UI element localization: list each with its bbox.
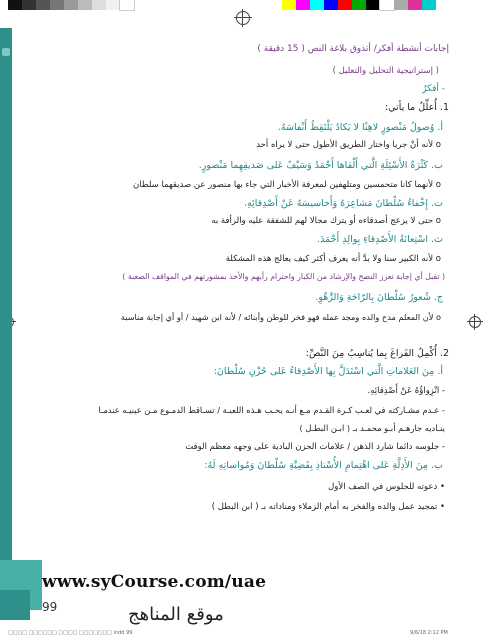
item-j: ج. شُعورُ سُلْطانَ بِالرّاحَةِ وَالزَّهْوِ. — [315, 292, 443, 303]
item-2a-2: - عـدم مشـاركته في لعـب كـرة القـدم مـع أنـه يحـب هـذه اللعبـة / تسـاقط الدمـوع مـن عينيـه عندمـا — [98, 405, 445, 415]
item-2a-3: - جلوسه دائما شارد الذهن / علامات الحزن البادية على وجهه معظم الوقت — [185, 442, 445, 452]
bullet-icon: o — [433, 312, 441, 322]
swatch — [8, 0, 22, 10]
item-2a-2-cont: ينـاديه جارهـم أبـو محمـد بـ ( ابـن البطـل ) — [299, 423, 445, 433]
item-2b-2 — [212, 502, 445, 512]
swatch — [120, 0, 134, 10]
swatch — [394, 0, 408, 10]
print-slug: □□□□ □□□□□□ □□□□ □□□□□□□ indd 99 — [8, 630, 133, 636]
swatch — [22, 0, 36, 10]
swatch — [380, 0, 394, 10]
question-2: 2. أُكْمِلُ الفَراغَ بِما يُناسِبُ مِنَ النَّصِّ: — [305, 348, 449, 359]
swatch — [338, 0, 352, 10]
side-band — [0, 28, 12, 608]
answer-t-text: حتى لا يزعج أصدقاءه أو يترك مجالا لهم للشفقة عليه والرأفة به — [211, 216, 434, 226]
swatch — [36, 0, 50, 10]
registration-mark-icon — [469, 316, 481, 328]
item-a: أ. وُصولُ مَنْصورٍ لاهِثًا لا يَكادُ يَلْتَقِطُ أَنْفاسَهُ. — [277, 122, 443, 133]
answer-t — [211, 216, 441, 226]
side-band-corner — [0, 590, 30, 620]
answer-a-text: لأنه أنْ جريا واختار الطريق الأطول حتى لا يراه أحد — [256, 140, 434, 150]
swatch — [324, 0, 338, 10]
item-2a-1: - انْزِواؤُهُ عَنْ أَصْدِقائِهِ. — [367, 386, 445, 396]
item-2b: ب. مِنَ الأَدِلَّةِ عَلى اهْتِمامِ الأُسْتاذِ بِقَضِيَّةِ سُلْطانَ وَمُواساتِهِ لَهُ: — [204, 460, 443, 471]
page-number: 99 — [42, 600, 58, 614]
item-2a: أ. مِنَ العَلاماتِ الَّتي اسْتَدَلَّ بِها الأَصْدِقاءُ عَلى حُزْنِ سُلْطانَ: — [213, 366, 443, 377]
registration-mark-icon — [236, 11, 250, 25]
item-2b-1 — [328, 482, 445, 492]
watermark-url[interactable]: www.syCourse.com/uae — [42, 572, 267, 592]
swatch — [310, 0, 324, 10]
answer-th — [226, 254, 441, 264]
answer-b — [133, 180, 441, 190]
swatch — [50, 0, 64, 10]
swatch — [408, 0, 422, 10]
item-t: ت. إِخْفاءُ سُلْطانَ مَشاعِرَهُ وَأَحاسيسَهُ عَنْ أَصْدِقائِهِ. — [243, 198, 443, 209]
swatch — [106, 0, 120, 10]
bullet-icon: o — [433, 254, 441, 264]
band-marker — [2, 48, 10, 56]
item-b: ب. كَثْرَةُ الأَسْئِلَةِ الَّتي أَلْقاها أَحْمَدُ وَسَيْفٌ عَلى صَديقِهِما مَنْصورٍ. — [198, 160, 443, 171]
item-th: ث. اسْتِعانَةُ الأَصْدِقاءِ بِوالِدِ أَحْمَدَ. — [317, 234, 443, 245]
answer-j-text: لأن المعلم مدح والده ومجد عمله فهو فخر للوطن وأبنائه / لأنه ابن شهيد / أو أي إجابة مناسبة — [120, 312, 434, 322]
swatch — [282, 0, 296, 10]
swatch — [296, 0, 310, 10]
section-heading: إجابات أنشطة أفكر/ أتذوق بلاغة النص ( 15 دقيقة ) — [257, 44, 449, 54]
item-2b-2-text: تمجيد عمل والده والفخر به أمام الزملاء ومناداته بـ ( ابن البطل ) — [211, 502, 438, 512]
bullet-icon: o — [433, 140, 441, 150]
swatch — [92, 0, 106, 10]
swatch — [352, 0, 366, 10]
swatch — [366, 0, 380, 10]
answer-a — [256, 140, 441, 150]
answer-th-text: لأنه الكبير سنا ولا بدَّ أنه يعرف أكثر كيف يعالج هذه المشكلة — [225, 254, 434, 264]
swatch — [422, 0, 436, 10]
bullet-icon: o — [433, 216, 441, 226]
item-2b-1-text: دعوته للجلوس في الصف الأول — [328, 482, 438, 492]
color-strip-left — [8, 0, 134, 10]
bullet-icon: • — [437, 482, 445, 492]
strategy-label: ( إستراتيجية التحليل والتعليل ) — [332, 66, 439, 76]
answer-j — [121, 313, 441, 323]
think-label: - أفكرُ — [422, 84, 445, 94]
watermark-arabic: موقع المناهج — [128, 604, 224, 625]
swatch — [78, 0, 92, 10]
bullet-icon: o — [433, 180, 441, 190]
question-1: 1. أُعلِّلُ ما يأتي: — [384, 102, 449, 113]
bullet-icon: • — [437, 502, 445, 512]
color-strip-right — [282, 0, 436, 10]
print-timestamp: 9/6/18 2:12 PM — [410, 630, 448, 636]
swatch — [64, 0, 78, 10]
note-th: ( تقبل أي إجابة تعزز النصح والإرشاد من الكبار واحترام رأيهم والأخذ بمشورتهم في المواقف الصعبة ) — [122, 272, 445, 281]
answer-b-text: لأنهما كانا متحمسين ومتلهفين لمعرفة الأخبار التي جاء بها منصور عن صديقهما سلطان — [133, 180, 434, 190]
